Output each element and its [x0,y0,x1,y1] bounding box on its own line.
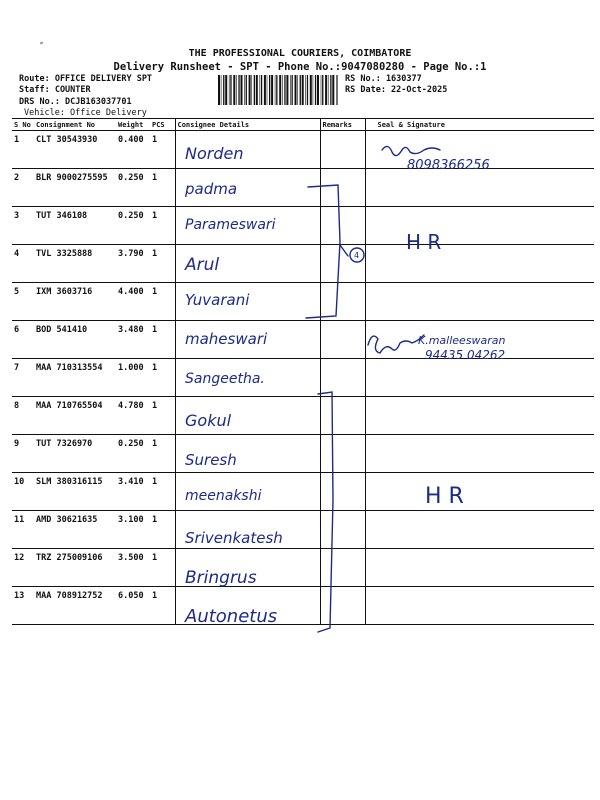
drs-number: DRS No.: DCJB163037701 [19,97,132,107]
row-weight: 6.050 [116,587,150,625]
row-weight: 1.000 [116,359,150,397]
consignee-handwritten: Bringrus [185,568,257,588]
row-consignment: BLR 9000275595 [34,169,116,207]
phone-note-1: 8098366256 [407,158,490,173]
row-consignment: CLT 30543930 [34,131,116,169]
row-sno: 4 [12,245,34,283]
row-pcs: 1 [150,549,175,587]
consignee-handwritten: Arul [185,255,220,275]
circle-mark-label: 4 [354,251,360,260]
row-consignment: TUT 7326970 [34,435,116,473]
row-consignment: TRZ 275009106 [34,549,116,587]
row-sno: 8 [12,397,34,435]
row-pcs: 1 [150,397,175,435]
consignee-handwritten: Parameswari [185,217,276,233]
row-weight: 3.410 [116,473,150,511]
row-pcs: 1 [150,321,175,359]
row-sno: 1 [12,131,34,169]
phone-note-6: 94435 04262 [425,348,506,362]
bracket-1 [306,185,340,318]
consignee-handwritten: Yuvarani [185,291,250,309]
row-sno: 2 [12,169,34,207]
rs-date: RS Date: 22-Oct-2025 [345,85,448,95]
row-weight: 3.500 [116,549,150,587]
consignee-handwritten: Srivenkatesh [185,529,283,547]
consignee-handwritten: Autonetus [185,606,278,627]
row-consignment: MAA 710313554 [34,359,116,397]
col-weight: Weight [116,119,150,131]
bracket-arrow-1 [340,245,348,256]
row-consignment: TUT 346108 [34,207,116,245]
consignee-handwritten: maheswari [185,330,268,348]
row-pcs: 1 [150,283,175,321]
row-pcs: 1 [150,207,175,245]
consignee-handwritten: Norden [185,144,244,163]
company-name: THE PROFESSIONAL COURIERS, COIMBATORE [188,48,412,59]
row-weight: 0.250 [116,207,150,245]
rs-number: RS No.: 1630377 [345,74,422,84]
row-sno: 10 [12,473,34,511]
hr-note-1: H R [406,230,442,254]
row-weight: 4.400 [116,283,150,321]
row-weight: 3.480 [116,321,150,359]
row-weight: 3.790 [116,245,150,283]
consignee-handwritten: Sangeetha. [185,371,265,387]
staff-label: Staff: COUNTER [19,85,91,95]
row-weight: 0.250 [116,169,150,207]
consignee-handwritten: meenakshi [185,488,262,504]
row-sno: 13 [12,587,34,625]
col-seal: Seal & Signature [365,119,594,131]
row-consignment: AMD 30621635 [34,511,116,549]
row-sno: 3 [12,207,34,245]
row-consignment: SLM 380316115 [34,473,116,511]
row-weight: 3.100 [116,511,150,549]
row-pcs: 1 [150,435,175,473]
consignee-handwritten: padma [185,180,238,198]
row-consignment: MAA 708912752 [34,587,116,625]
row-pcs: 1 [150,473,175,511]
row-pcs: 1 [150,131,175,169]
col-consignment: Consignment No [34,119,116,131]
signature-6 [368,335,424,353]
row-sno: 7 [12,359,34,397]
col-consignee: Consignee Details [175,119,320,131]
row-weight: 0.250 [116,435,150,473]
row-sno: 6 [12,321,34,359]
circle-mark [350,248,364,262]
row-consignment: TVL 3325888 [34,245,116,283]
row-pcs: 1 [150,511,175,549]
row-sno: 12 [12,549,34,587]
row-pcs: 1 [150,587,175,625]
signature-1 [382,146,440,155]
row-consignment: IXM 3603716 [34,283,116,321]
route-label: Route: OFFICE DELIVERY SPT [19,74,153,84]
row-consignment: MAA 710765504 [34,397,116,435]
row-pcs: 1 [150,169,175,207]
col-pcs: PCS [150,119,175,131]
row-pcs: 1 [150,245,175,283]
col-remarks: Remarks [320,119,365,131]
col-sno: S No [12,119,34,131]
consignee-handwritten: Gokul [185,411,232,430]
hr-note-2: H R [425,484,464,509]
receiver-name-6: K.malleeswaran [418,334,506,347]
row-pcs: 1 [150,359,175,397]
row-consignment: BOD 541410 [34,321,116,359]
row-weight: 4.780 [116,397,150,435]
vehicle-label: Vehicle: Office Delivery [24,108,147,118]
row-weight: 0.400 [116,131,150,169]
row-sno: 11 [12,511,34,549]
row-sno: 5 [12,283,34,321]
runsheet-subtitle: Delivery Runsheet - SPT - Phone No.:9047080280 - Page No.:1 [113,61,487,73]
consignee-handwritten: Suresh [185,451,237,469]
bracket-2 [318,392,333,632]
row-sno: 9 [12,435,34,473]
